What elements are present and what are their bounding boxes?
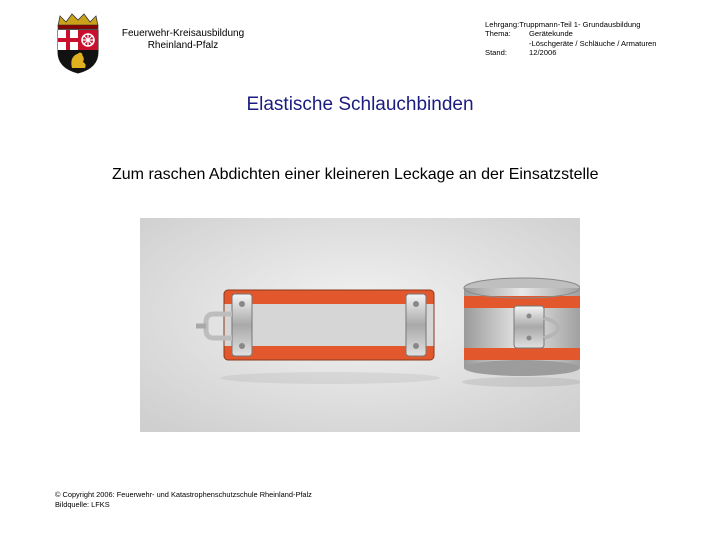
organisation-block xyxy=(112,28,254,52)
footer xyxy=(55,490,312,510)
meta-value: Truppmann-Teil 1- Grundausbildung xyxy=(519,20,641,29)
hose-bandage-photo xyxy=(140,218,580,432)
meta-row-topic xyxy=(485,29,715,38)
meta-value: Gerätekunde xyxy=(529,29,573,39)
meta-value: 12/2006 xyxy=(529,48,557,58)
page-subtitle: Zum raschen Abdichten einer kleineren Leckage an der Einsatzstelle xyxy=(112,166,599,183)
meta-row-date xyxy=(485,48,715,57)
image-source-text: Bildquelle: LFKS xyxy=(55,500,110,509)
meta-label xyxy=(485,39,529,48)
coat-of-arms-logo xyxy=(52,12,104,74)
meta-row-course xyxy=(485,20,715,29)
meta-label: Stand: xyxy=(485,48,507,58)
meta-label: Thema: xyxy=(485,29,511,39)
course-meta xyxy=(485,20,715,58)
organisation-line-1: Feuerwehr-Kreisausbildung xyxy=(121,28,245,39)
organisation-line-2: Rheinland-Pfalz xyxy=(147,40,219,51)
page-title: Elastische Schlauchbinden xyxy=(246,94,474,115)
meta-value: -Löschgeräte / Schläuche / Armaturen xyxy=(529,38,657,48)
meta-label: Lehrgang: xyxy=(485,20,520,29)
copyright-text: © Copyright 2006: Feuerwehr- und Katastrophenschutzschule Rheinland-Pfalz xyxy=(55,490,312,499)
meta-row-subtopic xyxy=(485,39,715,48)
